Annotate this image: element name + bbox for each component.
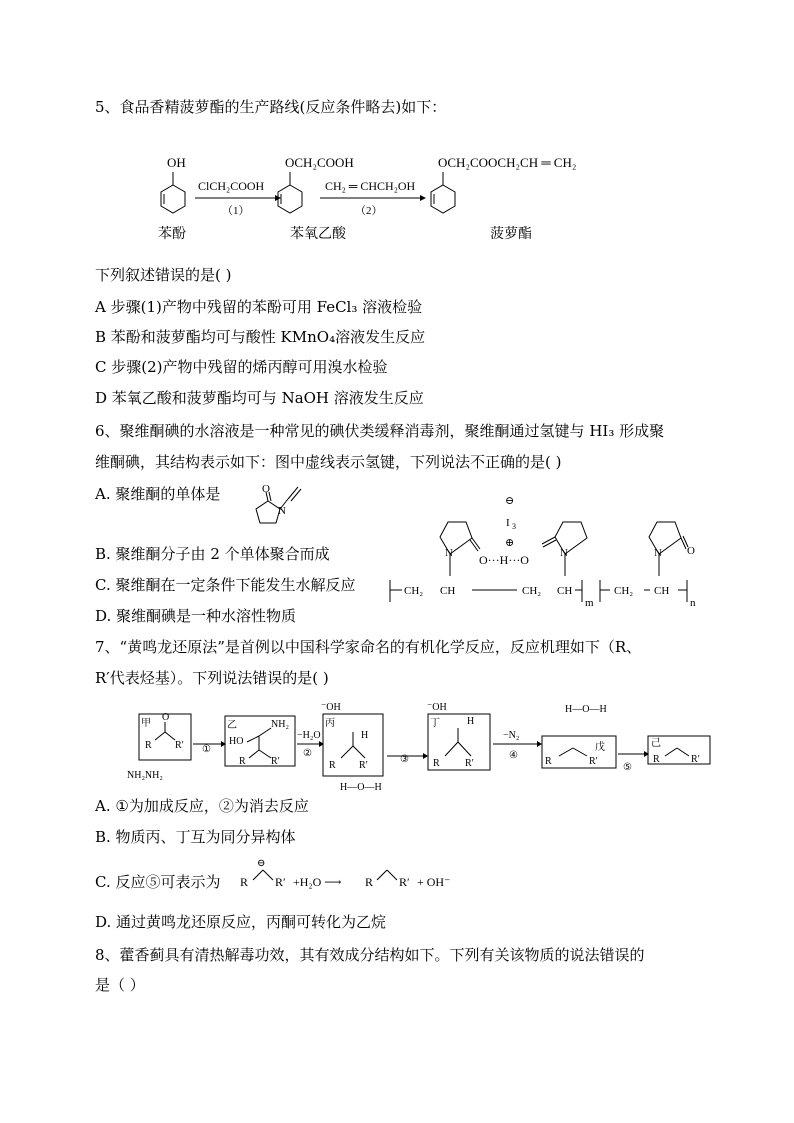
ch-1: CH: [440, 585, 456, 597]
label-ji: 己: [651, 738, 661, 749]
ch-2: CH: [557, 585, 573, 597]
hydrogen-bond: O···H···O: [479, 553, 529, 567]
step-1: （1）: [222, 205, 250, 217]
q7-stem-1: 7、“黄鸣龙还原法”是首例以中国科学家命名的有机化学反应，反应机理如下（R、: [95, 638, 642, 656]
q5-reaction-scheme: [150, 150, 610, 245]
name-phenol: 苯酚: [158, 226, 186, 242]
q6-stem-1: 6、聚维酮碘的水溶液是一种常见的碘伏类缓释消毒剂，聚维酮通过氢键与 HI₃ 形成聚: [95, 422, 665, 440]
q7-option-d: D. 通过黄鸣龙还原反应，丙酮可转化为乙烷: [95, 913, 387, 931]
q6-stem-2: 维酮碘，其结构表示如下：图中虚线表示氢键，下列说法不正确的是( ): [95, 453, 562, 471]
wu-rp: R′: [589, 756, 598, 767]
reagent-2: CH₂ ═ CHCH₂OH: [325, 179, 416, 193]
name-pineapple-ester: 菠萝酯: [490, 226, 532, 242]
ch-3: CH: [654, 585, 670, 597]
eq-end: + OH⁻: [417, 875, 451, 889]
ch2-2: CH₂: [522, 585, 542, 597]
eq-rp-2: R′: [399, 875, 410, 889]
phenol-oh: OH: [167, 155, 186, 170]
ding-oh: ⁻OH: [427, 702, 447, 713]
q5-stem: 5、食品香精菠萝酯的生产路线(反应条件略去)如下：: [95, 98, 447, 116]
q5-question: 下列叙述错误的是( ): [95, 266, 232, 284]
label-bing: 丙: [325, 718, 335, 729]
label-jia: 甲: [141, 718, 151, 729]
substituent-3: OCH₂COOCH₂CH ═ CH₂: [438, 155, 577, 170]
n-3: N: [654, 547, 662, 559]
q7-option-c-equation: [235, 856, 465, 896]
eq-r-2: R: [365, 875, 374, 889]
minus-h2o: −H₂O: [297, 730, 321, 741]
q5-option-c: C 步骤(2)产物中残留的烯丙醇可用溴水检验: [95, 358, 388, 376]
wu-water: H—O—H: [565, 704, 607, 715]
yi-nh2: NH₂: [271, 719, 289, 730]
name-phenoxyacetic: 苯氧乙酸: [290, 226, 346, 242]
step-1-mark: ①: [202, 744, 211, 755]
yi-ho: HO: [229, 736, 244, 747]
ch2-1: CH₂: [404, 585, 424, 597]
hydrazine: NH₂NH₂: [127, 770, 163, 781]
step-2-mark: ②: [303, 748, 312, 759]
label-ding: 丁: [430, 718, 440, 729]
step-4-mark: ④: [509, 750, 518, 761]
minus-charge: ⊖: [505, 495, 515, 507]
bing-r: R: [329, 760, 336, 771]
phenol-structure: [161, 172, 185, 213]
n-subscript: n: [690, 597, 696, 609]
q7-option-a: A. ①为加成反应，②为消去反应: [95, 797, 309, 815]
ding-h: H: [467, 716, 475, 727]
minus-n2: −N₂: [503, 730, 520, 741]
step-5-mark: ⑤: [623, 762, 632, 773]
water: H—O—H: [340, 782, 382, 793]
eq-rp-1: R′: [275, 875, 286, 889]
q6-option-b: B. 聚维酮分子由 2 个单体聚合而成: [95, 545, 330, 563]
q6-option-d: D. 聚维酮碘是一种水溶性物质: [95, 607, 297, 625]
q6-option-a: A. 聚维酮的单体是: [95, 485, 221, 503]
ji-r: R: [653, 754, 660, 765]
bing-h: H: [361, 730, 369, 741]
q5-option-d: D 苯氧乙酸和菠萝酯均可与 NaOH 溶液发生反应: [95, 389, 424, 407]
bing-rp: R′: [359, 760, 368, 771]
q7-option-b: B. 物质丙、丁互为同分异构体: [95, 828, 296, 846]
jia-r: R: [145, 740, 152, 751]
q7-option-c-prefix: C. 反应⑤可表示为: [95, 873, 221, 891]
monomer-structure: [240, 483, 315, 538]
jia-rp: R′: [175, 740, 184, 751]
ding-r: R: [433, 758, 440, 769]
povidone-iodine-structure: [382, 494, 702, 619]
n-1: N: [445, 547, 453, 559]
ji-rp: R′: [691, 754, 700, 765]
monomer-n: N: [278, 505, 286, 517]
label-wu: 戊: [595, 742, 605, 753]
step-2: （2）: [355, 205, 383, 217]
eq-r-1: R: [240, 875, 249, 889]
q8-stem-1: 8、藿香蓟具有清热解毒功效，其有效成分结构如下。下列有关该物质的说法错误的: [95, 946, 645, 964]
carbanion-minus: ⊖: [257, 858, 266, 869]
n-2: N: [560, 547, 568, 559]
q5-option-a: A 步骤(1)产物中残留的苯酚可用 FeCl₃ 溶液检验: [95, 298, 423, 316]
wu-r: R: [545, 756, 552, 767]
monomer-o: O: [262, 483, 270, 495]
q5-option-b: B 苯酚和菠萝酯均可与酸性 KMnO₄溶液发生反应: [95, 328, 426, 346]
q8-stem-2: 是（ ）: [95, 976, 145, 994]
ding-rp: R′: [465, 758, 474, 769]
huang-minlon-mechanism: [125, 700, 715, 792]
bing-oh: ⁻OH: [321, 702, 341, 713]
step-3-mark: ③: [400, 754, 409, 765]
eq-middle: +H₂O ⟶: [293, 875, 342, 889]
o-3: O: [687, 545, 695, 557]
i3-subscript: 3: [512, 522, 516, 531]
m-subscript: m: [585, 597, 594, 609]
phenoxyacetic-structure: [278, 172, 302, 213]
reagent-1: ClCH₂COOH: [198, 179, 265, 193]
ch2-3: CH₂: [614, 585, 634, 597]
i3-label: I: [506, 517, 510, 529]
jia-o: O: [162, 712, 170, 723]
substituent-2: OCH₂COOH: [285, 155, 354, 170]
pineapple-ester-structure: [431, 172, 455, 213]
plus-charge: ⊕: [505, 537, 515, 549]
label-yi: 乙: [227, 720, 237, 731]
yi-rp: R′: [271, 756, 280, 767]
q6-option-c: C. 聚维酮在一定条件下能发生水解反应: [95, 576, 356, 594]
q7-stem-2: R′代表烃基）。下列说法错误的是( ): [95, 669, 329, 687]
yi-r: R: [239, 756, 246, 767]
